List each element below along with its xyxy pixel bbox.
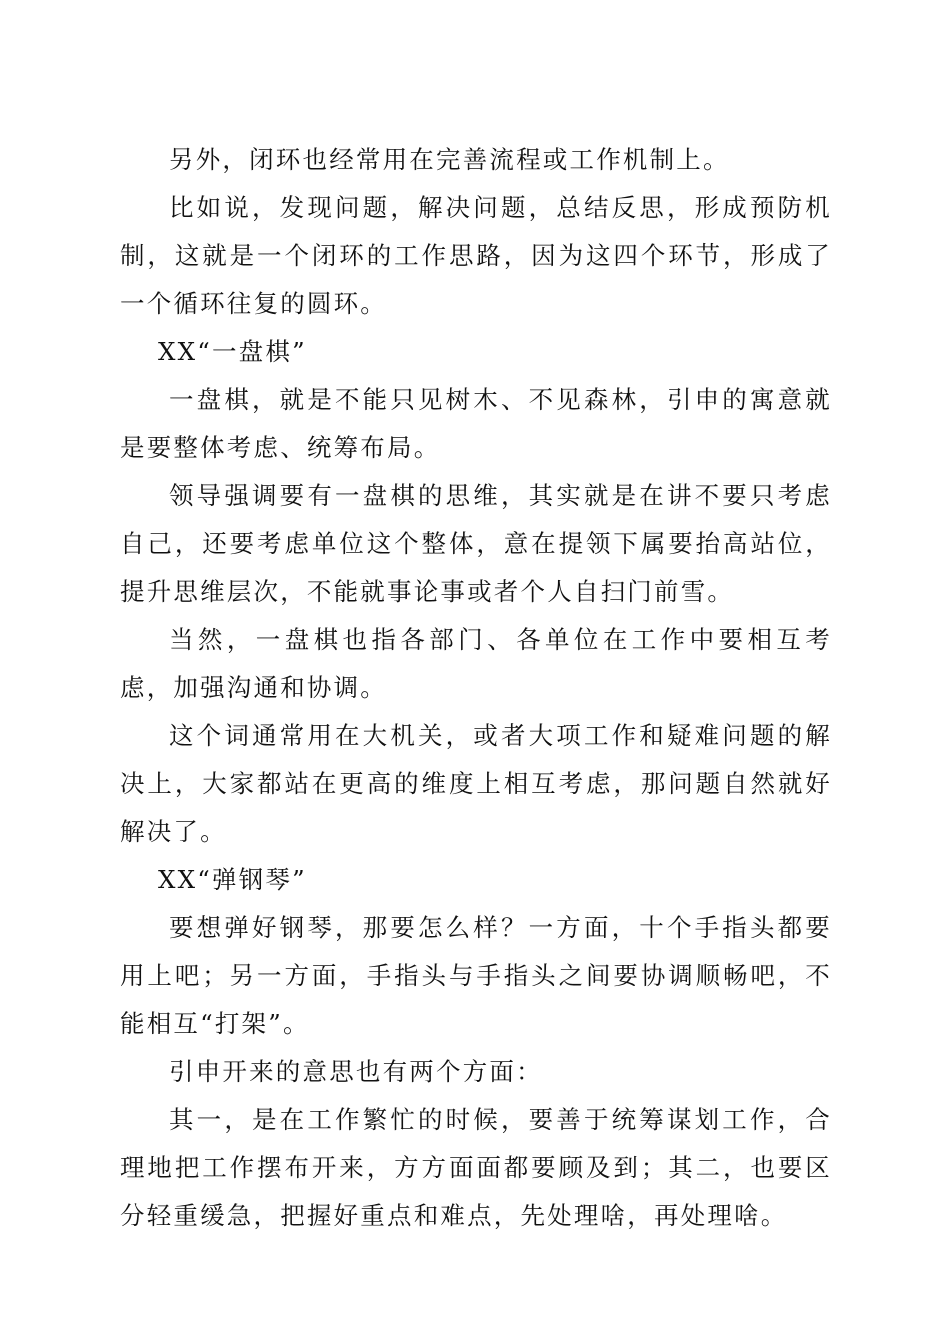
paragraph: 当然，一盘棋也指各部门、各单位在工作中要相互考虑，加强沟通和协调。 bbox=[120, 625, 832, 702]
section-heading: XX“一盘棋” bbox=[157, 337, 307, 366]
paragraph: 领导强调要有一盘棋的思维，其实就是在讲不要只考虑自己，还要考虑单位这个整体，意在提领下属要抬高站位，提升思维层次，不能就事论事或者个人自扫门前雪。 bbox=[120, 481, 832, 606]
section-heading: XX“弹钢琴” bbox=[157, 865, 307, 894]
paragraph: 引申开来的意思也有两个方面： bbox=[169, 1057, 543, 1086]
paragraph: 一盘棋，就是不能只见树木、不见森林，引申的寓意就是要整体考虑、统筹布局。 bbox=[120, 385, 832, 462]
paragraph: 另外，闭环也经常用在完善流程或工作机制上。 bbox=[169, 145, 730, 174]
paragraph: 这个词通常用在大机关，或者大项工作和疑难问题的解决上，大家都站在更高的维度上相互考虑，那问题自然就好解决了。 bbox=[120, 721, 832, 846]
paragraph: 其一，是在工作繁忙的时候，要善于统筹谋划工作，合理地把工作摆布开来，方方面面都要顾及到；其二，也要区分轻重缓急，把握好重点和难点，先处理啥，再处理啥。 bbox=[120, 1105, 832, 1230]
document-body bbox=[120, 136, 832, 1240]
paragraph: 比如说，发现问题，解决问题，总结反思，形成预防机制，这就是一个闭环的工作思路，因为这四个环节，形成了一个循环往复的圆环。 bbox=[120, 193, 832, 318]
paragraph: 要想弹好钢琴，那要怎么样？一方面，十个手指头都要用上吧；另一方面，手指头与手指头之间要协调顺畅吧，不能相互“打架”。 bbox=[120, 913, 832, 1038]
